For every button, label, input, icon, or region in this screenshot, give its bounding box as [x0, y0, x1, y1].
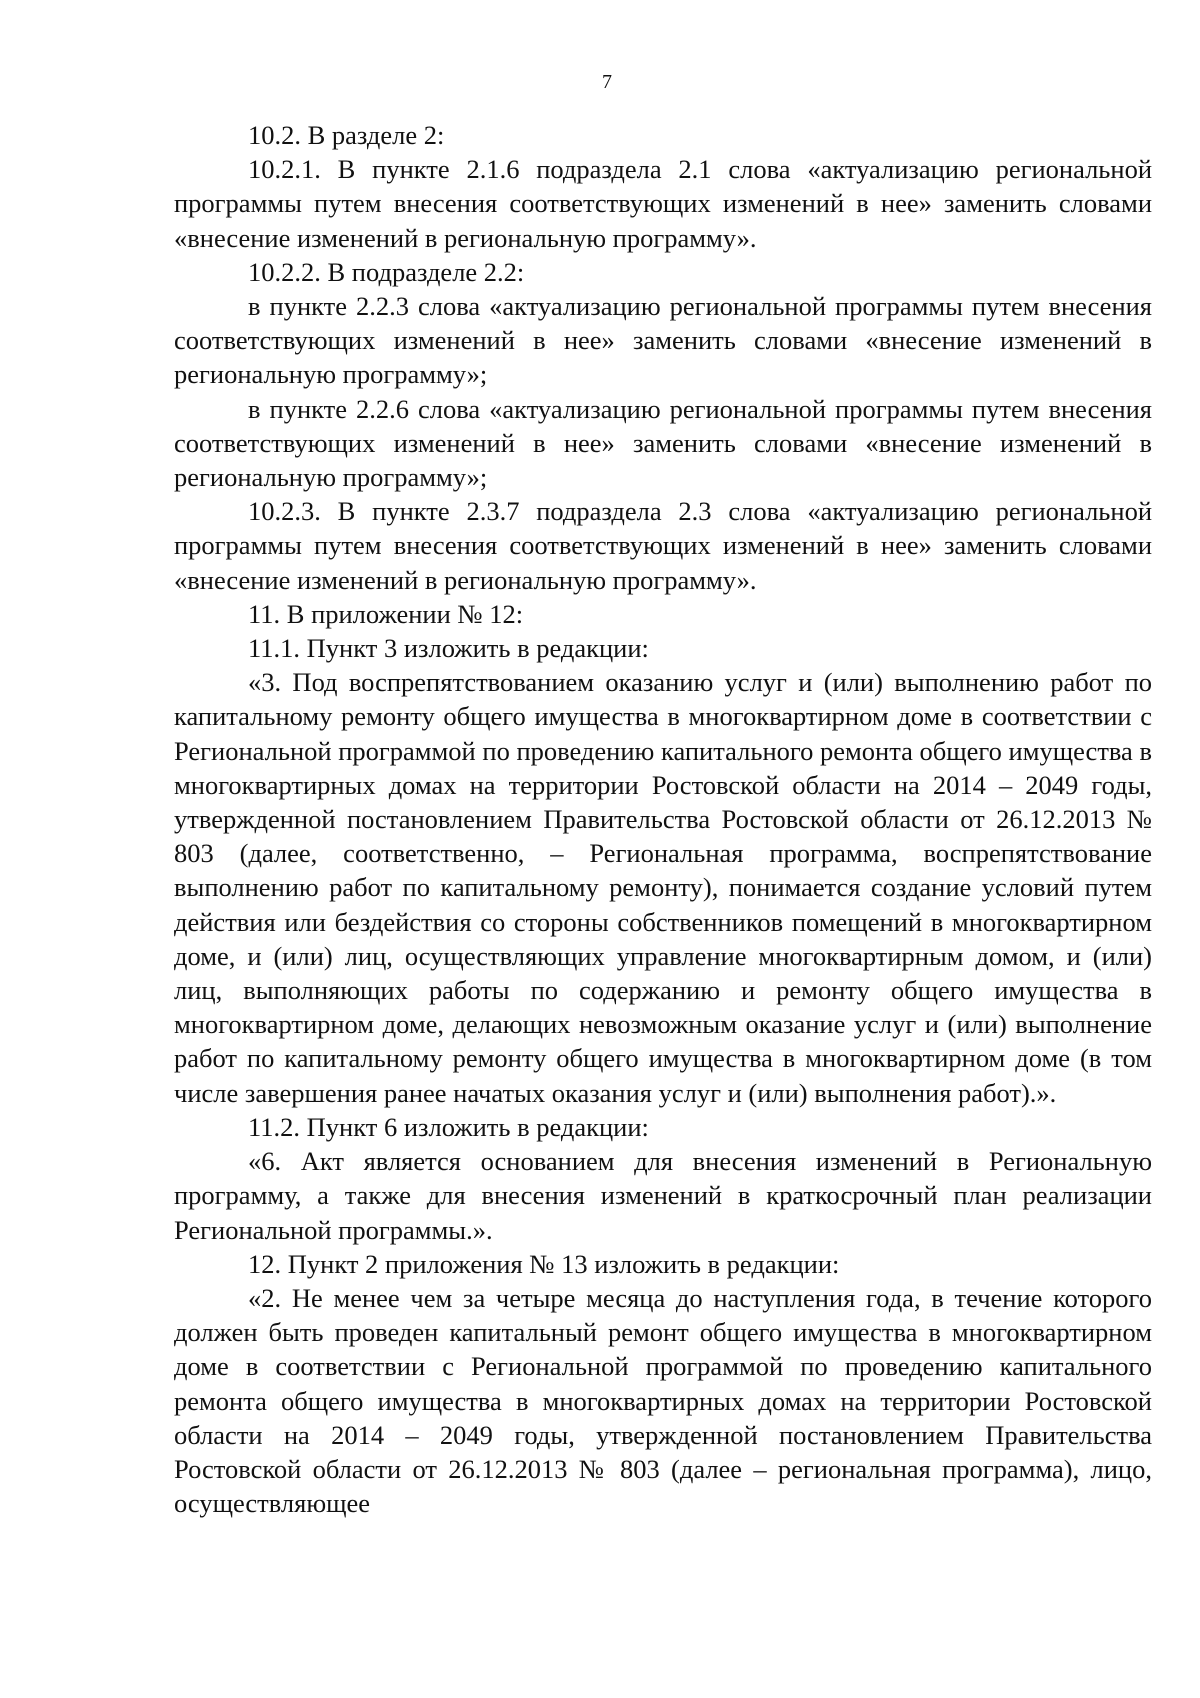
paragraph-11-2: 11.2. Пункт 6 изложить в редакции:	[248, 1111, 649, 1142]
paragraph-10-2-3: 10.2.3. В пункте 2.3.7 подраздела 2.3 слова «актуализацию региональной программы путем внесения соответствующих изменений в нее» заменить словами «внесение изменений в региональную программу».	[174, 496, 1152, 595]
paragraph-11: 11. В приложении № 12:	[248, 598, 524, 629]
paragraph-12: 12. Пункт 2 приложения № 13 изложить в редакции:	[248, 1248, 840, 1279]
paragraph-11-1: 11.1. Пункт 3 изложить в редакции:	[248, 633, 649, 664]
paragraph-quoted-item-6: «6. Акт является основанием для внесения изменений в Региональную программу, а также для внесения изменений в краткосрочный план реализации Региональной программы.».	[174, 1146, 1152, 1245]
paragraph-item-2-2-3: в пункте 2.2.3 слова «актуализацию региональной программы путем внесения соответствующих изменений в нее» заменить словами «внесение изменений в региональную программу»;	[174, 291, 1152, 390]
paragraph-item-2-2-6: в пункте 2.2.6 слова «актуализацию региональной программы путем внесения соответствующих изменений в нее» заменить словами «внесение изменений в региональную программу»;	[174, 393, 1152, 493]
paragraph-quoted-item-3: «3. Под воспрепятствованием оказанию услуг и (или) выполнению работ по капитальному ремонту общего имущества в многоквартирном доме в соответствии с Региональной программой по проведению капитального ремонта общего имущества в многоквартирных домах на территории Ростовской области на 2014 – 2049 годы, утвержденной постановлением Правительства Ростовской области от 26.12.2013 № 803 (далее, соответственно, – Региональная программа, воспрепятствование выполнению работ по капитальному ремонту), понимается создание условий путем действия или бездействия со стороны собственников помещений в многоквартирном доме, и (или) лиц, осуществляющих управление многоквартирным домом, и (или) лиц, выполняющих работы по содержанию и ремонту общего имущества в многоквартирном доме, делающих невозможным оказание услуг и (или) выполнение работ по капитальному ремонту общего имущества в многоквартирном доме (в том числе завершения ранее начатых оказания услуг и (или) выполнения работ).».	[174, 667, 1152, 1108]
page-number: 7	[602, 71, 612, 93]
paragraph-10-2-2: 10.2.2. В подразделе 2.2:	[248, 256, 525, 287]
paragraph-10-2-1: 10.2.1. В пункте 2.1.6 подраздела 2.1 слова «актуализацию региональной программы путем внесения соответствующих изменений в нее» заменить словами «внесение изменений в региональную программу».	[174, 154, 1152, 253]
document-body	[174, 118, 1152, 1520]
paragraph-10-2: 10.2. В разделе 2:	[248, 120, 445, 150]
paragraph-quoted-item-2: «2. Не менее чем за четыре месяца до наступления года, в течение которого должен быть проведен капитальный ремонт общего имущества в многоквартирном доме в соответствии с Региональной программой по проведению капитального ремонта общего имущества в многоквартирных домах на территории Ростовской области на 2014 – 2049 годы, утвержденной постановлением Правительства Ростовской области от 26.12.2013 № 803 (далее – региональная программа), лицо, осуществляющее	[174, 1282, 1152, 1519]
